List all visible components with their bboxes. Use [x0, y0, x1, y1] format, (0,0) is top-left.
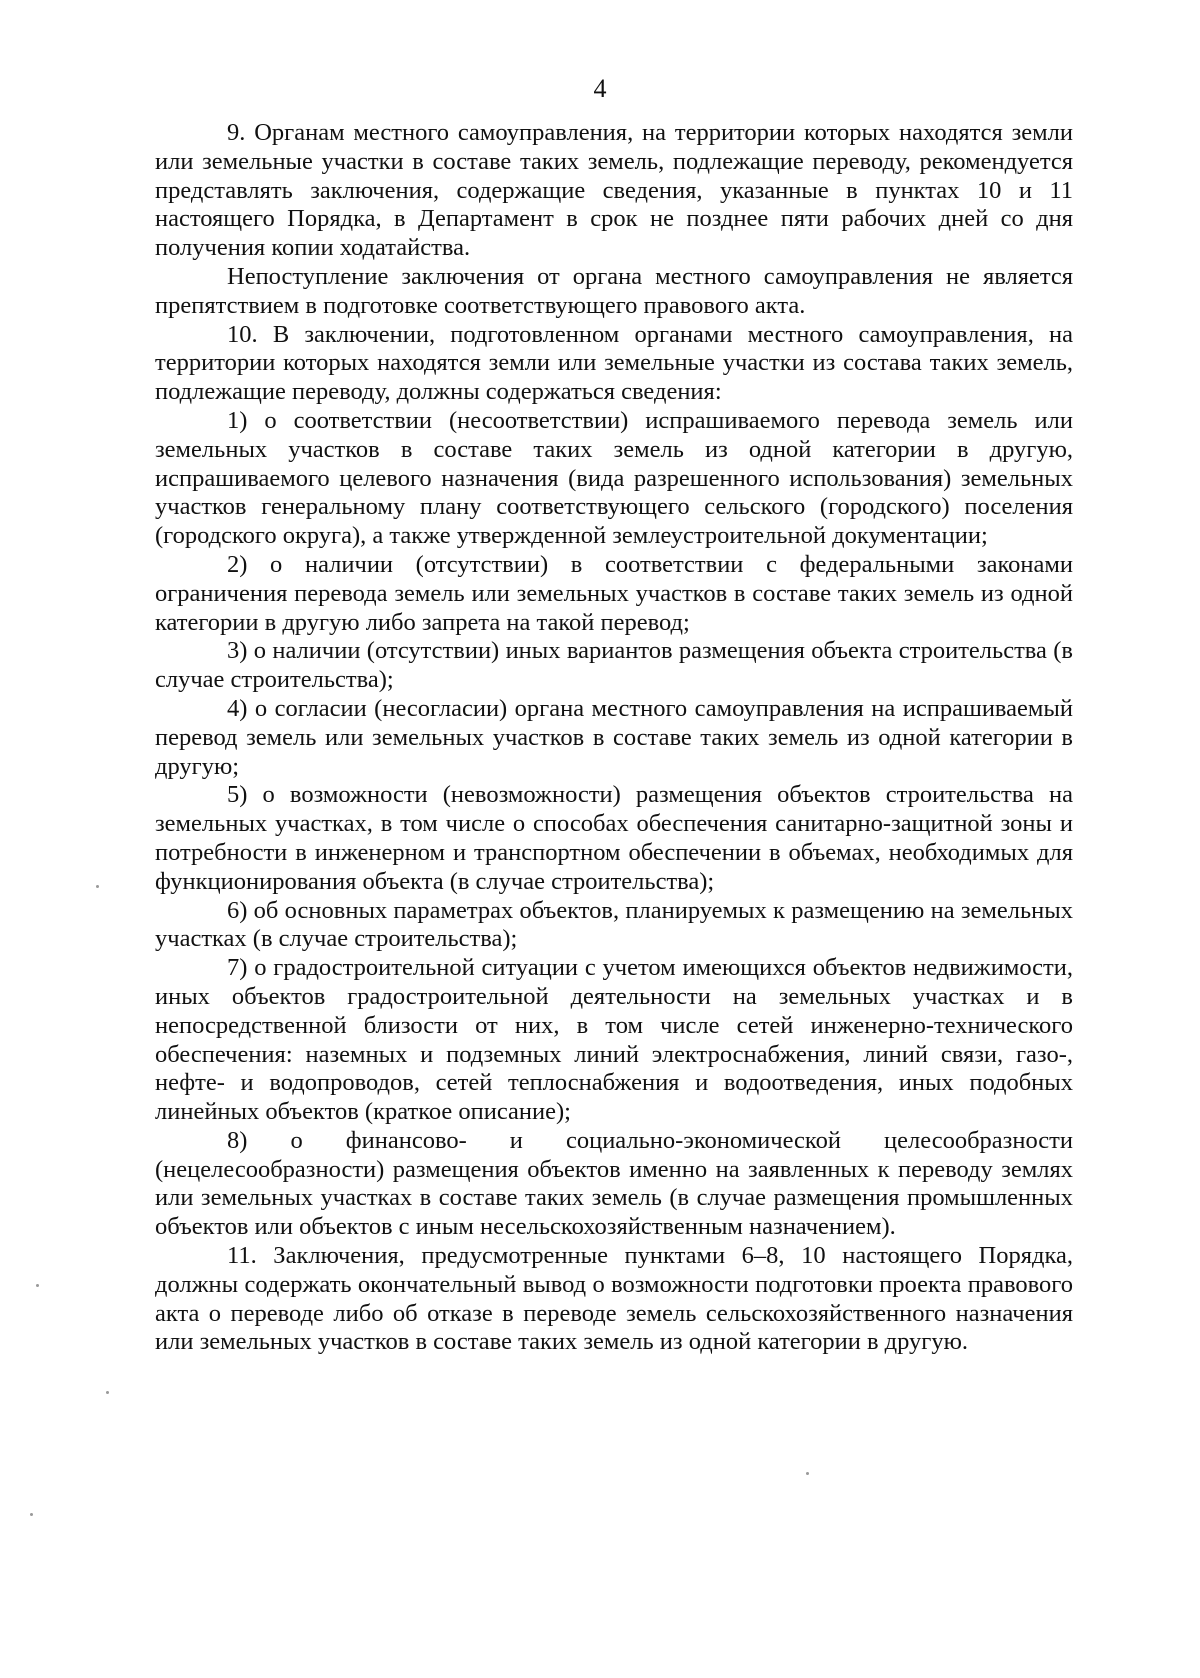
paragraph-9: 9. Органам местного самоуправления, на территории которых находятся земли или земельные участки в составе таких земель, подлежащие переводу, рекомендуется представлять заключения, содержащие сведения, указанные в пунктах 10 и 11 настоящего Порядка, в Департамент в срок не позднее пяти рабочих дней со дня получения копии ходатайства. [155, 119, 1073, 262]
page-number: 4 [593, 74, 607, 103]
scan-speck [30, 1513, 33, 1516]
scan-speck [806, 1472, 809, 1475]
paragraph-10: 10. В заключении, подготовленном органами местного самоуправления, на территории которых находятся земли или земельные участки из состава таких земель, подлежащие переводу, должны содержаться сведения: [155, 320, 1073, 406]
list-item-6: 6) об основных параметрах объектов, планируемых к размещению на земельных участках (в случае строительства); [155, 896, 1073, 953]
list-item-7: 7) о градостроительной ситуации с учетом имеющихся объектов недвижимости, иных объектов градостроительной деятельности на земельных участках и в непосредственной близости от них, в том числе сетей инженерно-технического обеспечения: наземных и подземных линий электроснабжения, линий связи, газо-, нефте- и водопроводов, сетей теплоснабжения и водоотведения, иных подобных линейных объектов (краткое описание); [155, 954, 1073, 1126]
paragraph-non-receipt: Непоступление заключения от органа местного самоуправления не является препятствием в подготовке соответствующего правового акта. [155, 262, 1073, 319]
scan-speck [96, 885, 99, 888]
list-item-8: 8) о финансово- и социально-экономической целесообразности (нецелесообразности) размещения объектов именно на заявленных к переводу землях или земельных участках в составе таких земель (в случае размещения промышленных объектов или объектов с иным несельскохозяйственным назначением). [155, 1126, 1073, 1241]
paragraph-11: 11. Заключения, предусмотренные пунктами 6–8, 10 настоящего Порядка, должны содержать окончательный вывод о возможности подготовки проекта правового акта о переводе либо об отказе в переводе земель сельскохозяйственного назначения или земельных участков в составе таких земель из одной категории в другую. [155, 1242, 1073, 1356]
list-item-3: 3) о наличии (отсутствии) иных вариантов размещения объекта строительства (в случае строительства); [155, 637, 1073, 694]
scan-speck [36, 1284, 39, 1287]
list-item-4: 4) о согласии (несогласии) органа местного самоуправления на испрашиваемый перевод земель или земельных участков в составе таких земель из одной категории в другую; [155, 694, 1073, 780]
list-item-2: 2) о наличии (отсутствии) в соответствии с федеральными законами ограничения перевода земель или земельных участков в составе таких земель из одной категории в другую либо запрета на такой перевод; [155, 550, 1073, 636]
scan-speck [106, 1391, 109, 1394]
list-item-1: 1) о соответствии (несоответствии) испрашиваемого перевода земель или земельных участков в составе таких земель из одной категории в другую, испрашиваемого целевого назначения (вида разрешенного использования) земельных участков генеральному плану соответствующего сельского (городского) поселения (городского округа), а также утвержденной землеустроительной документации; [155, 406, 1073, 550]
list-item-5: 5) о возможности (невозможности) размещения объектов строительства на земельных участках, в том числе о способах обеспечения санитарно-защитной зоны и потребности в инженерном и транспортном обеспечении в объемах, необходимых для функционирования объекта (в случае строительства); [155, 781, 1073, 895]
document-body [155, 119, 1073, 1357]
